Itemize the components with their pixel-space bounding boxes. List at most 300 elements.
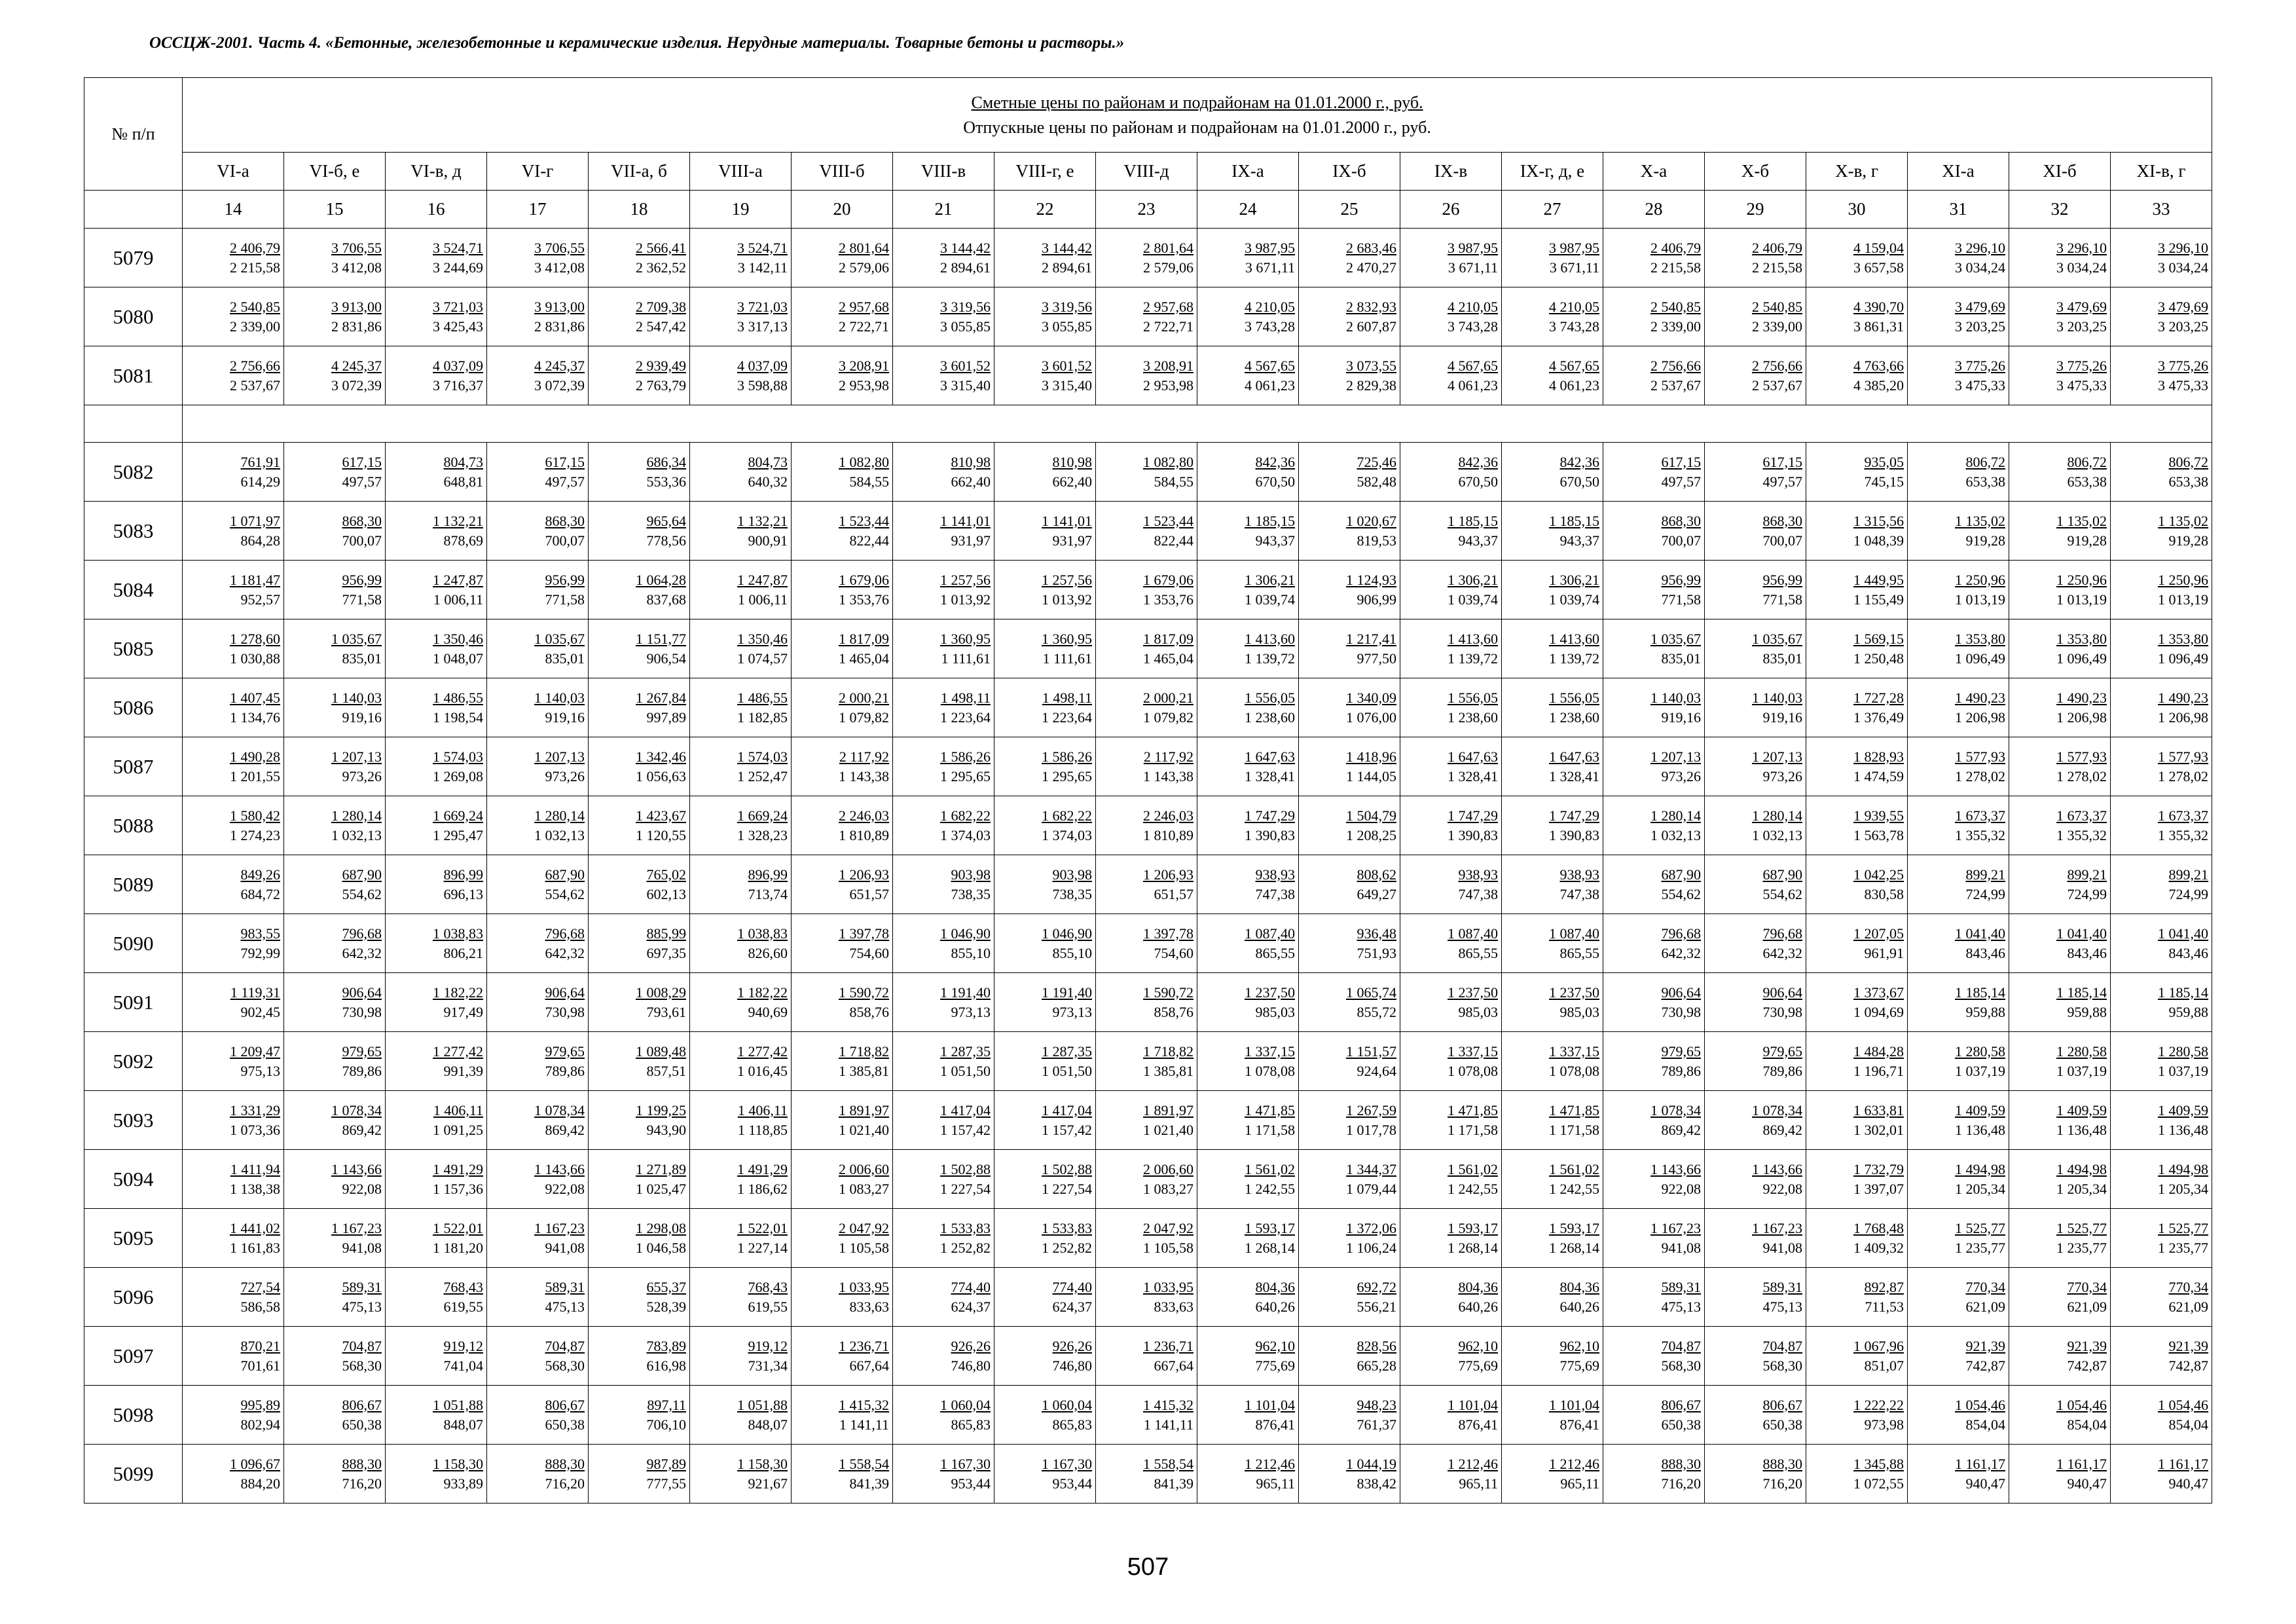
release-price: 1 006,11 xyxy=(737,591,788,608)
release-price: 848,07 xyxy=(748,1416,788,1433)
estimated-price: 796,68 xyxy=(342,925,382,942)
estimated-price: 1 151,57 xyxy=(1346,1043,1396,1060)
estimated-price: 1 185,15 xyxy=(1549,512,1599,529)
release-price: 931,97 xyxy=(1052,532,1092,549)
release-price: 1 120,55 xyxy=(636,826,686,843)
column-number: 33 xyxy=(2111,191,2212,229)
estimated-price: 1 020,67 xyxy=(1346,512,1396,529)
estimated-price: 1 523,44 xyxy=(1143,512,1194,529)
price-cell xyxy=(589,1327,690,1386)
release-price: 745,15 xyxy=(1864,473,1904,490)
release-price: 924,64 xyxy=(1357,1062,1396,1079)
region-header: X-в, г xyxy=(1806,153,1908,191)
price-cell xyxy=(589,1268,690,1327)
estimated-price: 2 047,92 xyxy=(839,1219,889,1236)
price-cell xyxy=(284,1032,386,1091)
estimated-price: 1 054,46 xyxy=(2158,1396,2209,1413)
estimated-price: 1 337,15 xyxy=(1245,1043,1295,1060)
release-price: 1 091,25 xyxy=(433,1121,483,1138)
price-cell xyxy=(994,443,1096,502)
release-price: 2 722,71 xyxy=(1143,318,1194,335)
release-price: 653,38 xyxy=(2168,473,2209,490)
estimated-price: 1 089,48 xyxy=(636,1043,686,1060)
price-cell xyxy=(1299,1327,1400,1386)
estimated-price: 1 647,63 xyxy=(1448,748,1498,765)
release-price: 1 118,85 xyxy=(737,1121,788,1138)
estimated-price: 4 567,65 xyxy=(1549,357,1599,374)
release-price: 793,61 xyxy=(646,1003,686,1020)
price-cell xyxy=(1603,973,1705,1032)
estimated-price: 1 054,46 xyxy=(1955,1396,2005,1413)
price-cell xyxy=(1400,1268,1502,1327)
price-cell xyxy=(1400,737,1502,796)
price-cell xyxy=(183,1209,284,1268)
release-price: 865,83 xyxy=(951,1416,991,1433)
price-cell xyxy=(1806,287,1908,346)
release-price: 1 397,07 xyxy=(1853,1180,1904,1197)
release-price: 959,88 xyxy=(2168,1003,2209,1020)
estimated-price: 956,99 xyxy=(1762,571,1802,588)
price-cell xyxy=(1096,1150,1197,1209)
estimated-price: 806,67 xyxy=(342,1396,382,1413)
estimated-price: 1 124,93 xyxy=(1346,571,1396,588)
estimated-price: 1 353,80 xyxy=(2158,630,2209,647)
release-price: 1 006,11 xyxy=(433,591,483,608)
release-price: 653,38 xyxy=(2067,473,2107,490)
release-price: 568,30 xyxy=(1661,1357,1701,1374)
price-cell xyxy=(1705,1150,1806,1209)
estimated-price: 3 913,00 xyxy=(534,298,585,315)
release-price: 1 013,92 xyxy=(1042,591,1092,608)
release-price: 906,54 xyxy=(646,650,686,667)
estimated-price: 2 006,60 xyxy=(839,1160,889,1177)
price-cell xyxy=(1705,1032,1806,1091)
price-cell xyxy=(589,561,690,619)
price-cell xyxy=(1197,737,1299,796)
price-cell xyxy=(1603,229,1705,287)
price-cell xyxy=(2009,502,2111,561)
price-cell xyxy=(589,443,690,502)
estimated-price: 1 267,59 xyxy=(1346,1101,1396,1118)
price-cell xyxy=(792,678,893,737)
release-price: 697,35 xyxy=(646,944,686,961)
estimated-price: 983,55 xyxy=(240,925,280,942)
estimated-price: 1 247,87 xyxy=(737,571,788,588)
release-price: 1 039,74 xyxy=(1549,591,1599,608)
release-price: 1 013,92 xyxy=(940,591,991,608)
price-cell xyxy=(1299,443,1400,502)
estimated-price: 899,21 xyxy=(2168,866,2209,883)
estimated-price: 888,30 xyxy=(1661,1455,1701,1472)
price-cell xyxy=(183,973,284,1032)
estimated-price: 1 817,09 xyxy=(839,630,889,647)
release-price: 3 671,11 xyxy=(1448,259,1498,276)
release-price: 621,09 xyxy=(1965,1298,2005,1315)
release-price: 642,32 xyxy=(342,944,382,961)
estimated-price: 987,89 xyxy=(646,1455,686,1472)
release-price: 651,57 xyxy=(849,885,889,902)
price-cell xyxy=(893,1150,994,1209)
release-price: 1 171,58 xyxy=(1448,1121,1498,1138)
release-price: 802,94 xyxy=(240,1416,280,1433)
price-cell xyxy=(893,443,994,502)
price-cell xyxy=(487,1150,589,1209)
release-price: 556,21 xyxy=(1357,1298,1396,1315)
release-price: 1 242,55 xyxy=(1245,1180,1295,1197)
price-cell xyxy=(1400,1091,1502,1150)
price-cell xyxy=(589,502,690,561)
table-row xyxy=(84,1445,2212,1504)
estimated-price: 4 390,70 xyxy=(1853,298,1904,315)
release-price: 497,57 xyxy=(1661,473,1701,490)
price-cell xyxy=(1096,561,1197,619)
price-cell xyxy=(284,619,386,678)
release-price: 1 227,54 xyxy=(1042,1180,1092,1197)
release-price: 1 242,55 xyxy=(1549,1180,1599,1197)
estimated-price: 796,68 xyxy=(1762,925,1802,942)
estimated-price: 3 524,71 xyxy=(737,239,788,256)
estimated-price: 704,87 xyxy=(1762,1337,1802,1354)
estimated-price: 1 167,23 xyxy=(1650,1219,1701,1236)
price-cell xyxy=(1400,1209,1502,1268)
item-number: 5082 xyxy=(84,443,183,502)
release-price: 1 390,83 xyxy=(1448,826,1498,843)
price-cell xyxy=(284,1209,386,1268)
release-price: 3 072,39 xyxy=(534,377,585,394)
price-cell xyxy=(589,737,690,796)
estimated-price: 1 044,19 xyxy=(1346,1455,1396,1472)
estimated-price: 1 504,79 xyxy=(1346,807,1396,824)
price-cell xyxy=(792,1386,893,1445)
table-row xyxy=(84,1327,2212,1386)
estimated-price: 1 315,56 xyxy=(1853,512,1904,529)
release-price: 1 328,41 xyxy=(1245,767,1295,784)
release-price: 919,16 xyxy=(342,709,382,726)
release-price: 1 079,82 xyxy=(1143,709,1194,726)
price-cell xyxy=(2009,973,2111,1032)
estimated-price: 1 494,98 xyxy=(2158,1160,2209,1177)
item-number: 5088 xyxy=(84,796,183,855)
price-cell xyxy=(1502,1150,1603,1209)
estimated-price: 1 556,05 xyxy=(1549,689,1599,706)
estimated-price: 1 590,72 xyxy=(1143,984,1194,1001)
estimated-price: 4 763,66 xyxy=(1853,357,1904,374)
release-price: 997,89 xyxy=(646,709,686,726)
price-cell xyxy=(284,855,386,914)
price-cell xyxy=(1400,973,1502,1032)
price-cell xyxy=(589,796,690,855)
release-price: 959,88 xyxy=(1965,1003,2005,1020)
column-number: 19 xyxy=(690,191,792,229)
release-price: 843,46 xyxy=(1965,944,2005,961)
price-cell xyxy=(1299,1445,1400,1504)
price-cell xyxy=(893,973,994,1032)
estimated-price: 926,26 xyxy=(1052,1337,1092,1354)
release-price: 2 953,98 xyxy=(1143,377,1194,394)
estimated-price: 842,36 xyxy=(1559,453,1599,470)
estimated-price: 938,93 xyxy=(1255,866,1295,883)
price-cell xyxy=(893,1386,994,1445)
estimated-price: 1 669,24 xyxy=(737,807,788,824)
estimated-price: 919,12 xyxy=(443,1337,483,1354)
release-price: 568,30 xyxy=(342,1357,382,1374)
estimated-price: 617,15 xyxy=(1661,453,1701,470)
price-cell xyxy=(183,737,284,796)
release-price: 771,58 xyxy=(342,591,382,608)
estimated-price: 2 117,92 xyxy=(839,748,889,765)
estimated-price: 1 008,29 xyxy=(636,984,686,1001)
estimated-price: 885,99 xyxy=(646,925,686,942)
price-cell xyxy=(690,502,792,561)
release-price: 1 238,60 xyxy=(1549,709,1599,726)
estimated-price: 4 210,05 xyxy=(1448,298,1498,315)
release-price: 1 141,11 xyxy=(1143,1416,1194,1433)
estimated-price: 888,30 xyxy=(342,1455,382,1472)
price-table xyxy=(84,77,2212,1504)
release-price: 922,08 xyxy=(1762,1180,1802,1197)
release-price: 3 743,28 xyxy=(1448,318,1498,335)
price-cell xyxy=(2111,1386,2212,1445)
estimated-price: 1 167,23 xyxy=(331,1219,382,1236)
release-price: 747,38 xyxy=(1255,885,1295,902)
price-cell xyxy=(1705,1445,1806,1504)
release-price: 1 048,39 xyxy=(1853,532,1904,549)
price-cell xyxy=(1197,502,1299,561)
price-cell xyxy=(1705,737,1806,796)
price-cell xyxy=(1197,561,1299,619)
estimated-price: 4 245,37 xyxy=(331,357,382,374)
release-price: 789,86 xyxy=(1762,1062,1802,1079)
price-cell xyxy=(1096,855,1197,914)
price-cell xyxy=(1908,914,2009,973)
estimated-price: 2 406,79 xyxy=(1650,239,1701,256)
price-cell xyxy=(386,678,487,737)
release-price: 648,81 xyxy=(443,473,483,490)
price-cell xyxy=(589,1032,690,1091)
price-cell xyxy=(1603,1268,1705,1327)
estimated-price: 1 082,80 xyxy=(1143,453,1194,470)
price-cell xyxy=(1096,1327,1197,1386)
release-price: 1 013,19 xyxy=(2158,591,2209,608)
price-cell xyxy=(1502,1032,1603,1091)
estimated-price: 1 161,17 xyxy=(2056,1455,2107,1472)
release-price: 2 763,79 xyxy=(636,377,686,394)
release-price: 2 579,06 xyxy=(1143,259,1194,276)
price-cell xyxy=(183,855,284,914)
price-cell xyxy=(690,346,792,405)
price-cell xyxy=(183,561,284,619)
estimated-price: 1 673,37 xyxy=(2158,807,2209,824)
estimated-price: 1 035,67 xyxy=(1752,630,1802,647)
estimated-price: 1 071,97 xyxy=(230,512,280,529)
estimated-price: 897,11 xyxy=(647,1396,686,1413)
estimated-price: 3 706,55 xyxy=(534,239,585,256)
release-price: 1 039,74 xyxy=(1245,591,1295,608)
item-number: 5093 xyxy=(84,1091,183,1150)
price-cell xyxy=(183,678,284,737)
estimated-price: 1 141,01 xyxy=(940,512,991,529)
price-cell xyxy=(386,1386,487,1445)
estimated-price: 1 096,67 xyxy=(230,1455,280,1472)
estimated-price: 1 718,82 xyxy=(1143,1043,1194,1060)
estimated-price: 2 540,85 xyxy=(1650,298,1701,315)
release-price: 973,26 xyxy=(545,767,585,784)
estimated-price: 1 140,03 xyxy=(1752,689,1802,706)
estimated-price: 1 449,95 xyxy=(1853,571,1904,588)
estimated-price: 1 280,58 xyxy=(1955,1043,2005,1060)
estimated-price: 1 212,46 xyxy=(1448,1455,1498,1472)
release-price: 730,98 xyxy=(342,1003,382,1020)
estimated-price: 1 939,55 xyxy=(1853,807,1904,824)
release-price: 716,20 xyxy=(342,1475,382,1492)
price-cell xyxy=(1603,287,1705,346)
price-cell xyxy=(893,678,994,737)
estimated-price: 770,34 xyxy=(2067,1278,2107,1295)
spacer-cell xyxy=(183,405,2212,443)
estimated-price: 1 586,26 xyxy=(1042,748,1092,765)
estimated-price: 4 037,09 xyxy=(433,357,483,374)
estimated-price: 896,99 xyxy=(443,866,483,883)
price-cell xyxy=(2111,1445,2212,1504)
release-price: 3 203,25 xyxy=(2056,318,2107,335)
region-header: IX-а xyxy=(1197,153,1299,191)
table-row xyxy=(84,1032,2212,1091)
region-header: X-б xyxy=(1705,153,1806,191)
price-cell xyxy=(284,914,386,973)
column-number: 15 xyxy=(284,191,386,229)
table-row xyxy=(84,1268,2212,1327)
estimated-price: 783,89 xyxy=(646,1337,686,1354)
estimated-price: 806,72 xyxy=(2168,453,2209,470)
release-price: 919,28 xyxy=(2168,532,2209,549)
table-row xyxy=(84,619,2212,678)
release-price: 2 470,27 xyxy=(1346,259,1396,276)
price-cell xyxy=(690,914,792,973)
release-price: 1 111,61 xyxy=(941,650,991,667)
price-cell xyxy=(1502,1327,1603,1386)
estimated-price: 1 732,79 xyxy=(1853,1160,1904,1177)
estimated-price: 1 035,67 xyxy=(331,630,382,647)
price-cell xyxy=(487,1209,589,1268)
estimated-price: 1 407,45 xyxy=(230,689,280,706)
release-price: 1 206,98 xyxy=(1955,709,2005,726)
release-price: 1 278,02 xyxy=(1955,767,2005,784)
estimated-price: 808,62 xyxy=(1357,866,1396,883)
price-cell xyxy=(183,1268,284,1327)
column-number: 28 xyxy=(1603,191,1705,229)
price-cell xyxy=(1197,678,1299,737)
release-price: 1 017,78 xyxy=(1346,1121,1396,1138)
estimated-price: 1 280,14 xyxy=(331,807,382,824)
release-price: 884,20 xyxy=(240,1475,280,1492)
release-price: 919,16 xyxy=(1661,709,1701,726)
release-price: 1 079,44 xyxy=(1346,1180,1396,1197)
price-cell xyxy=(994,1032,1096,1091)
price-cell xyxy=(1806,561,1908,619)
release-price: 1 144,05 xyxy=(1346,767,1396,784)
region-header: VIII-а xyxy=(690,153,792,191)
estimated-price: 1 727,28 xyxy=(1853,689,1904,706)
price-cell xyxy=(183,1445,284,1504)
estimated-price: 1 409,59 xyxy=(2056,1101,2107,1118)
release-price: 731,34 xyxy=(748,1357,788,1374)
estimated-price: 3 296,10 xyxy=(2158,239,2209,256)
estimated-price: 1 747,29 xyxy=(1549,807,1599,824)
release-price: 3 743,28 xyxy=(1549,318,1599,335)
price-cell xyxy=(1096,1209,1197,1268)
price-cell xyxy=(1603,914,1705,973)
estimated-price: 1 350,46 xyxy=(433,630,483,647)
price-cell xyxy=(1096,796,1197,855)
price-cell xyxy=(1806,443,1908,502)
price-cell xyxy=(1603,1386,1705,1445)
release-price: 700,07 xyxy=(1661,532,1701,549)
item-number: 5095 xyxy=(84,1209,183,1268)
price-cell xyxy=(1908,619,2009,678)
price-cell xyxy=(1603,1445,1705,1504)
release-price: 2 894,61 xyxy=(940,259,991,276)
estimated-price: 1 525,77 xyxy=(1955,1219,2005,1236)
release-price: 742,87 xyxy=(2168,1357,2209,1374)
spacer-cell xyxy=(84,405,183,443)
price-cell xyxy=(2111,914,2212,973)
price-cell xyxy=(893,561,994,619)
release-price: 582,48 xyxy=(1357,473,1396,490)
release-price: 3 861,31 xyxy=(1853,318,1904,335)
price-cell xyxy=(1502,1386,1603,1445)
release-price: 940,47 xyxy=(2168,1475,2209,1492)
release-price: 1 227,14 xyxy=(737,1239,788,1256)
release-price: 830,58 xyxy=(1864,885,1904,902)
estimated-price: 903,98 xyxy=(951,866,991,883)
price-cell xyxy=(1197,1445,1299,1504)
item-number: 5080 xyxy=(84,287,183,346)
estimated-price: 4 567,65 xyxy=(1245,357,1295,374)
release-price: 3 671,11 xyxy=(1549,259,1599,276)
estimated-price: 4 159,04 xyxy=(1853,239,1904,256)
price-cell xyxy=(2009,346,2111,405)
price-cell xyxy=(284,287,386,346)
price-cell xyxy=(1197,1032,1299,1091)
estimated-price: 1 682,22 xyxy=(940,807,991,824)
release-price: 1 355,32 xyxy=(2158,826,2209,843)
estimated-price: 1 306,21 xyxy=(1549,571,1599,588)
price-cell xyxy=(1197,287,1299,346)
release-price: 642,32 xyxy=(1661,944,1701,961)
price-cell xyxy=(2009,1327,2111,1386)
price-cell xyxy=(1908,1268,2009,1327)
estimated-price: 962,10 xyxy=(1458,1337,1498,1354)
release-price: 1 355,32 xyxy=(2056,826,2107,843)
column-number: 20 xyxy=(792,191,893,229)
item-number: 5079 xyxy=(84,229,183,287)
estimated-price: 1 212,46 xyxy=(1245,1455,1295,1472)
release-price: 922,08 xyxy=(1661,1180,1701,1197)
release-price: 931,97 xyxy=(951,532,991,549)
release-price: 1 078,08 xyxy=(1245,1062,1295,1079)
estimated-price: 1 277,42 xyxy=(737,1043,788,1060)
release-price: 1 096,49 xyxy=(2056,650,2107,667)
estimated-price: 1 185,15 xyxy=(1448,512,1498,529)
price-cell xyxy=(690,1268,792,1327)
release-price: 738,35 xyxy=(1052,885,1092,902)
price-cell xyxy=(2111,678,2212,737)
estimated-price: 770,34 xyxy=(2168,1278,2209,1295)
release-price: 667,64 xyxy=(1154,1357,1194,1374)
item-number: 5091 xyxy=(84,973,183,1032)
estimated-price: 1 051,88 xyxy=(433,1396,483,1413)
price-cell xyxy=(1096,287,1197,346)
